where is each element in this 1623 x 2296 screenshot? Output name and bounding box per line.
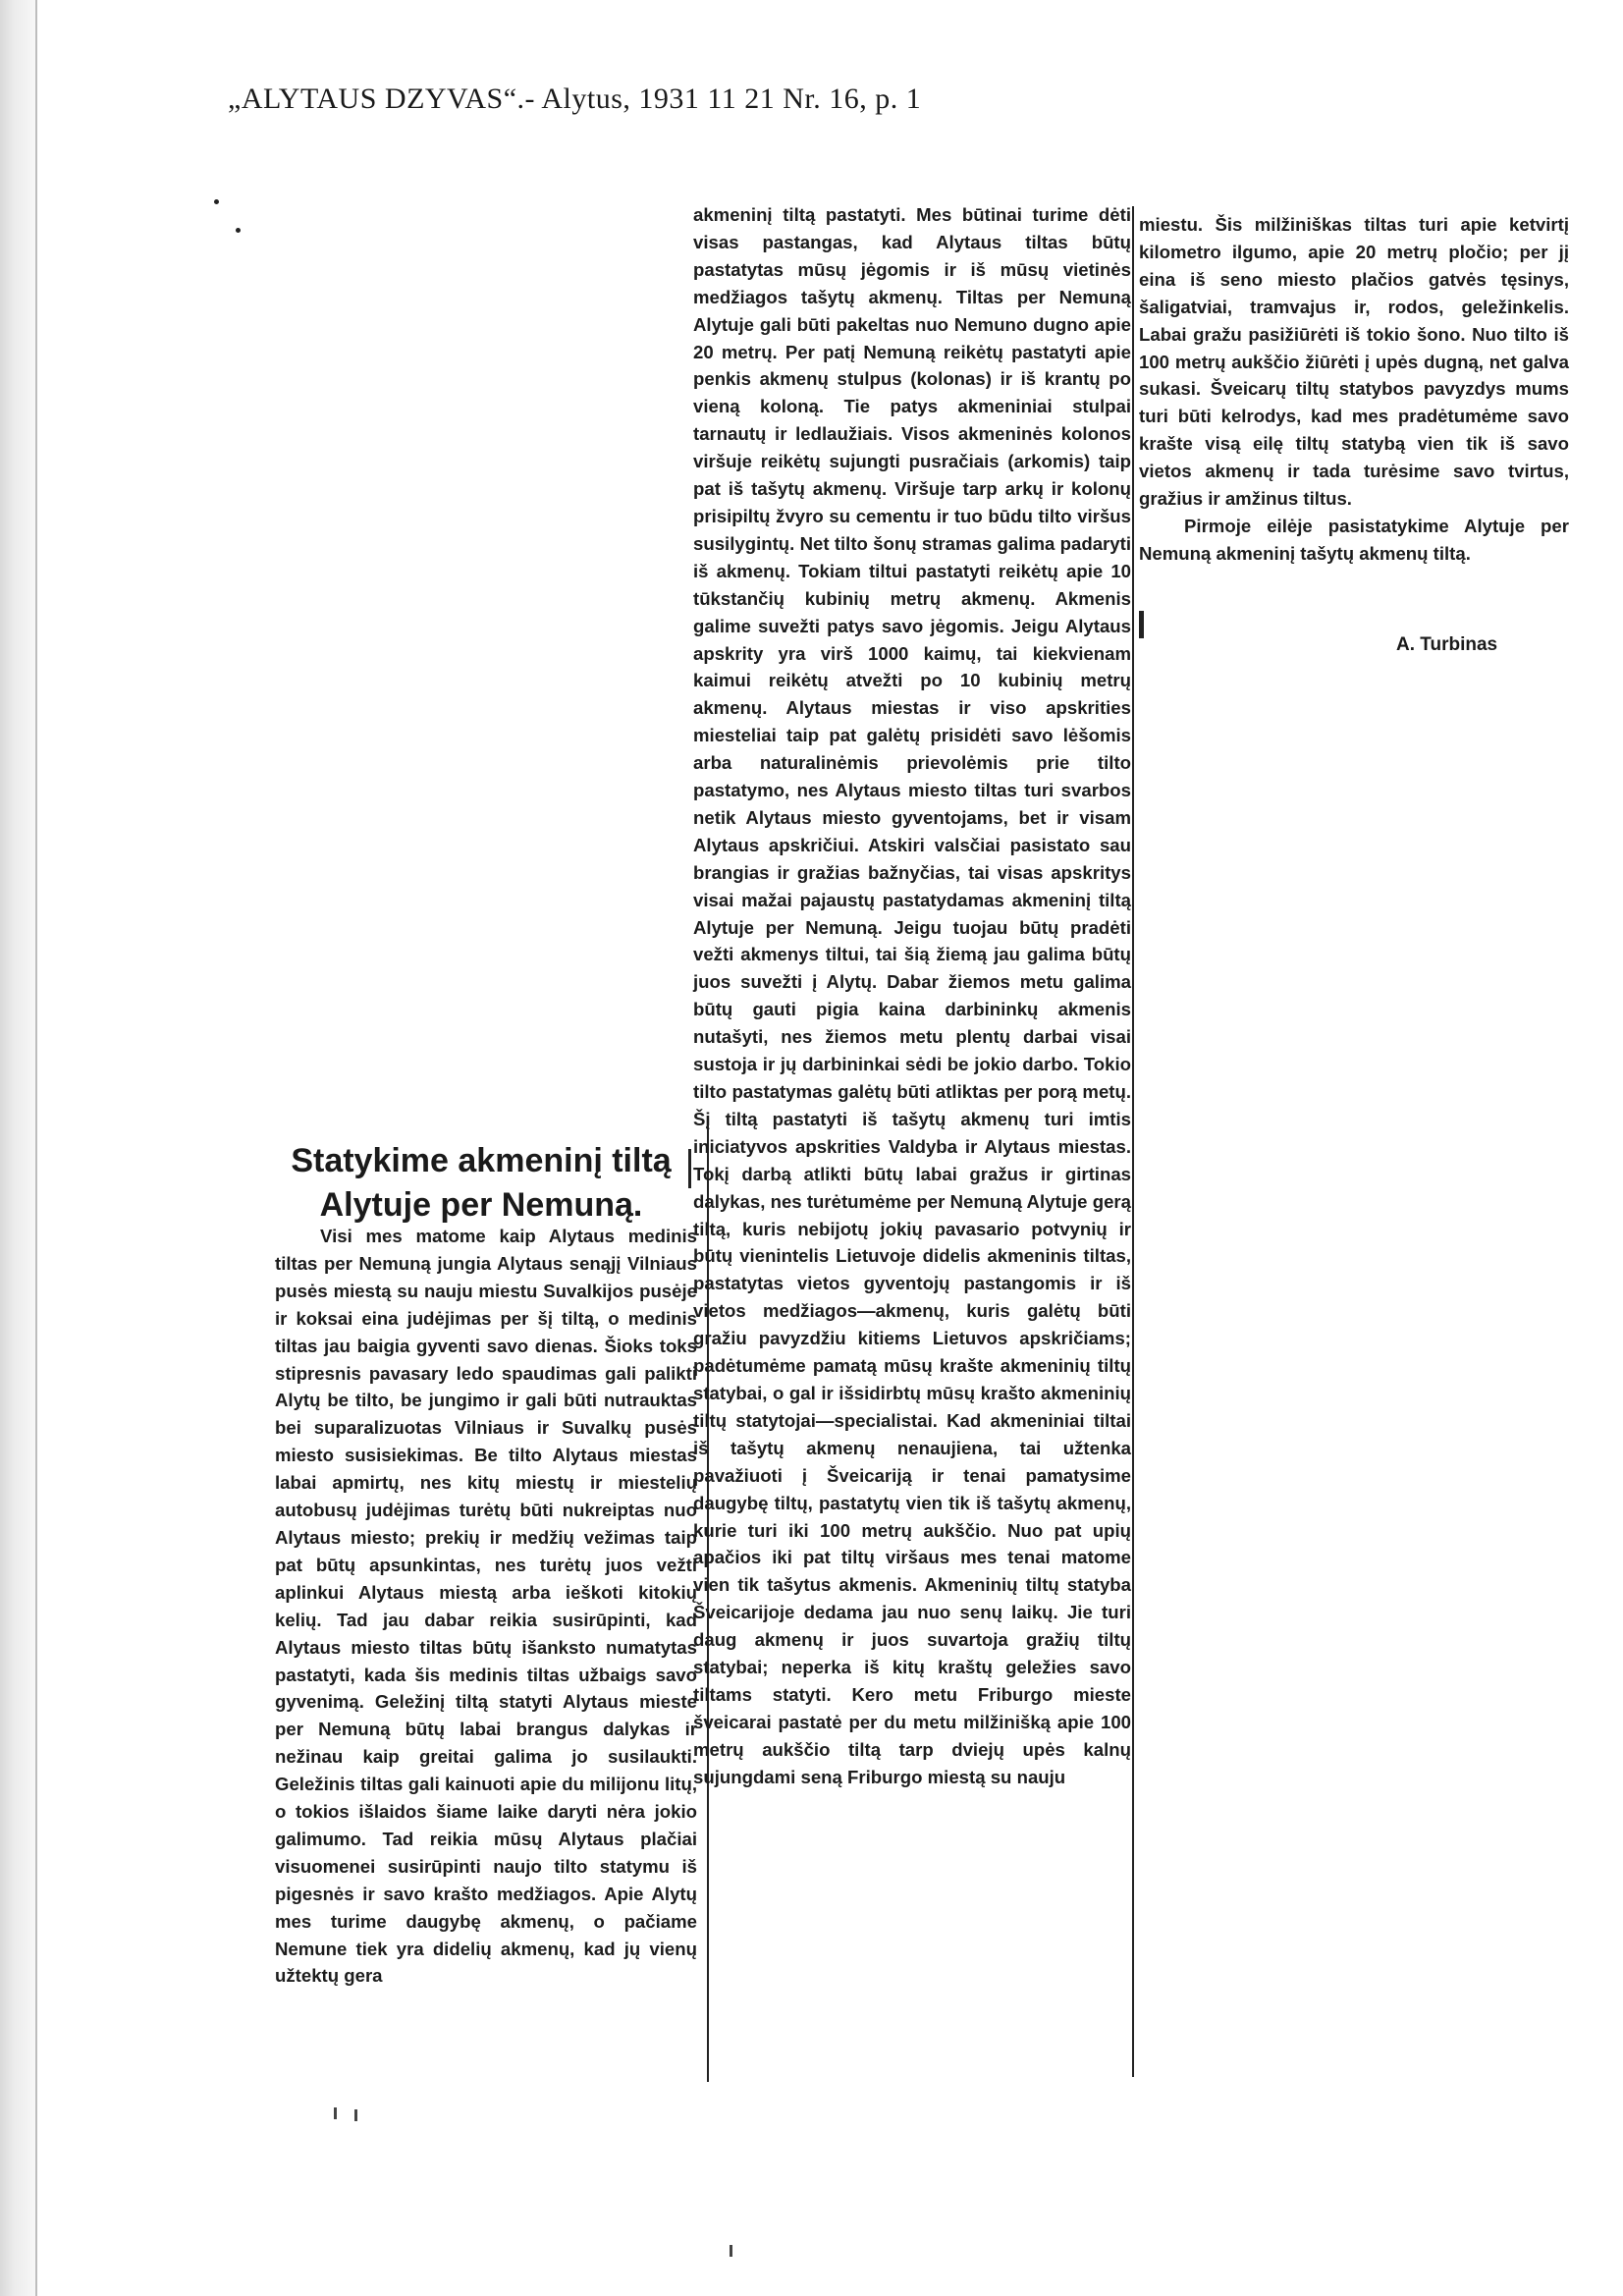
headline-line-2: Alytuje per Nemuną. [319,1186,643,1224]
headline-line-1: Statykime akmeninį tiltą [291,1142,672,1179]
ink-speck [214,199,219,204]
scan-mark [354,2109,357,2121]
scan-mark [334,2107,337,2119]
scan-mark [730,2245,732,2257]
paragraph-closing: Pirmoje eilėje pasistatykime Alytuje per Nemuną akmeninį tašytų akmenų tiltą. [1139,515,1569,564]
scan-page-edge [35,0,37,2296]
ink-speck [236,228,241,233]
page-header: „ALYTAUS DZYVAS“.- Alytus, 1931 11 21 Nr. 16, p. 1 [228,82,922,115]
author-signature: A. Turbinas [1396,634,1498,655]
paragraph: miestu. Šis milžiniškas tiltas turi apie ketvirtį kilometro ilgumo, apie 20 metrų pločio; per jį eina iš seno miesto plačios gatvės tęsinys, šaligatviai, tramvajus ir, rodos, geležinkelis. Labai gražu pasižiūrėti iš tokio šono. Nuo tilto iš 100 metrų aukščio žiūrėti į upės dugną, net galva sukasi. Šveicarų tiltų statybos pavyzdys mums turi būti kelrodys, kad mes pradėtumėme savo krašte visą eilę tiltų statybą vien tik iš savo vietos akmenų ir tada turėsime savo tvirtus, gražius ir amžinus tiltus. [1139,214,1569,510]
paragraph: Visi mes matome kaip Alytaus medinis tiltas per Nemuną jungia Alytaus senąjį Vilniaus pusės miestą su nauju miestu Suvalkijos pusėje ir koksai eina judėjimas per šį tiltą, o medinis tiltas jau baigia gyventi savo dienas. Šioks toks stipresnis pavasary ledo spaudimas gali palikti Alytų be tilto, be jungimo ir gali būti nutrauktas bei suparalizuotas Vilniaus ir Suvalkų pusės miesto susisiekimas. Be tilto Alytaus miestas labai apmirtų, nes kitų miestų ir miestelių autobusų judėjimas turėtų būti nukreiptas nuo Alytaus miesto; prekių ir medžių vežimas taip pat būtų apsunkintas, nes turėtų juos vežti aplinkui Alytaus miestą arba ieškoti kitokių kelių. Tad jau dabar reikia susirūpinti, kad Alytaus miesto tiltas būtų išanksto numatytas pastatyti, kada šis medinis tiltas užbaigs savo gyvenimą. Geležinį tiltą statyti Alytaus mieste per Nemuną būtų labai brangus dalykas ir nežinau kaip greitai galima jo susilaukti. Geležinis tiltas gali kainuoti apie du milijonu litų, o tokios išlaidos šiame laike daryti nėra jokio galimumo. Tad reikia mūsų Alytaus plačiai visuomenei susirūpinti naujo tilto statymu iš pigesnės ir savo krašto medžiagos. Apie Alytų mes turime daugybę akmenų, o pačiame Nemune tiek yra didelių akmenų, kad jų vienų užtektų gera [275,1226,697,1987]
paragraph: akmeninį tiltą pastatyti. Mes būtinai turime dėti visas pastangas, kad Alytaus tiltas būtų pastatytas mūsų jėgomis ir iš mūsų vietinės medžiagos tašytų akmenų. Tiltas per Nemuną Alytuje gali būti pakeltas nuo Nemuno dugno apie 20 metrų. Per patį Nemuną reikėtų pastatyti apie penkis akmenų stulpus (kolonas) ir iš krantų po vieną koloną. Tie patys akmeniniai stulpai tarnautų ir ledlaužiais. Visos akmeninės kolonos viršuje reikėtų sujungti pusračiais (arkomis) taip pat iš tašytų akmenų. Viršuje tarp arkų ir kolonų prisipiltų žvyro su cementu ir tuo būdu tilto viršus susilygintų. Net tilto šonų stramas galima padaryti iš akmenų. Tokiam tiltui pastatyti reikėtų apie 10 tūkstančių kubinių metrų akmenų. Akmenis galime suvežti patys savo jėgomis. Jeigu Alytaus apskrity yra virš 1000 kaimų, tai kiekvienam kaimui reikėtų atvežti po 10 kubinių metrų akmenų. Alytaus miestas ir viso apskrities miesteliai taip pat galėtų prisidėti savo lėšomis arba naturalinėmis prievolėmis prie tilto pastatymo, nes Alytaus miesto tiltas turi svarbos netik Alytaus miesto gyventojams, bet ir visam Alytaus apskričiui. Atskiri valsčiai pasistato sau brangias ir gražias bažnyčias, tai visas apskritys visai mažai pajaustų pastatydamas akmeninį tiltą Alytuje per Nemuną. Jeigu tuojau būtų pradėti vežti akmenys tiltui, tai šią žiemą jau galima būtų juos suvežti į Alytų. Dabar žiemos metu galima būtų gauti pigia kaina darbininkų akmenis nutašyti, nes žiemos metu plentų darbai visai sustoja ir jų darbininkai sėdi be jokio darbo. Tokio tilto pastatymas galėtų būti atliktas per porą metų. Šį tiltą pastatyti iš tašytų akmenų turi imtis iniciatyvos apskrities Valdyba ir Alytaus miestas. Tokį darbą atlikti būtų labai gražus ir girtinas dalykas, nes turėtumėme per Nemuną Alytuje gerą tiltą, kuris nebijotų jokių pavasario potvynių ir būtų vienintelis Lietuvoje didelis akmeninis tiltas, pastatytas vietos gyventojų pastangomis ir iš vietos medžiagos—akmenų, kuris galėtų būti gražiu pavyzdžiu kitiems Lietuvos apskričiams; padėtumėme pamatą mūsų krašte akmeninių tiltų statybai, o gal ir išsidirbtų mūsų krašto akmeninių tiltų statytojai—specialistai. Kad akmeniniai tiltai iš tašytų akmenų nenaujiena, tai užtenka pavažiuoti į Šveicariją ir tenai pamatysime daugybę tiltų, pastatytų vien tik iš tašytų akmenų, kurie turi iki 100 metrų aukščio. Nuo pat upių apačios iki pat tiltų viršaus mes tenai matome vien tik tašytus akmenis. Akmeninių tiltų statyba Šveicarijoje dedama jau nuo senų laikų. Jie turi daug akmenų ir juos suvartoja gražių tiltų statybai; neperka iš kitų kraštų geležies savo tiltams statyti. Kero metu Friburgo mieste šveicarai pastatė per du metu milžinišką apie 100 metrų aukščio tiltą tarp dviejų upės kalnų sujungdami seną Friburgo miestą su nauju [693,204,1131,1787]
scan-margin-strip [0,0,35,2296]
article-column-left [275,1223,697,1990]
column-rule-tick [1139,611,1144,638]
column-rule-middle [1132,206,1134,2077]
column-rule-headline [688,1149,691,1188]
article-headline [265,1139,697,1228]
article-column-right [1139,211,1569,568]
article-column-middle [693,201,1131,1791]
